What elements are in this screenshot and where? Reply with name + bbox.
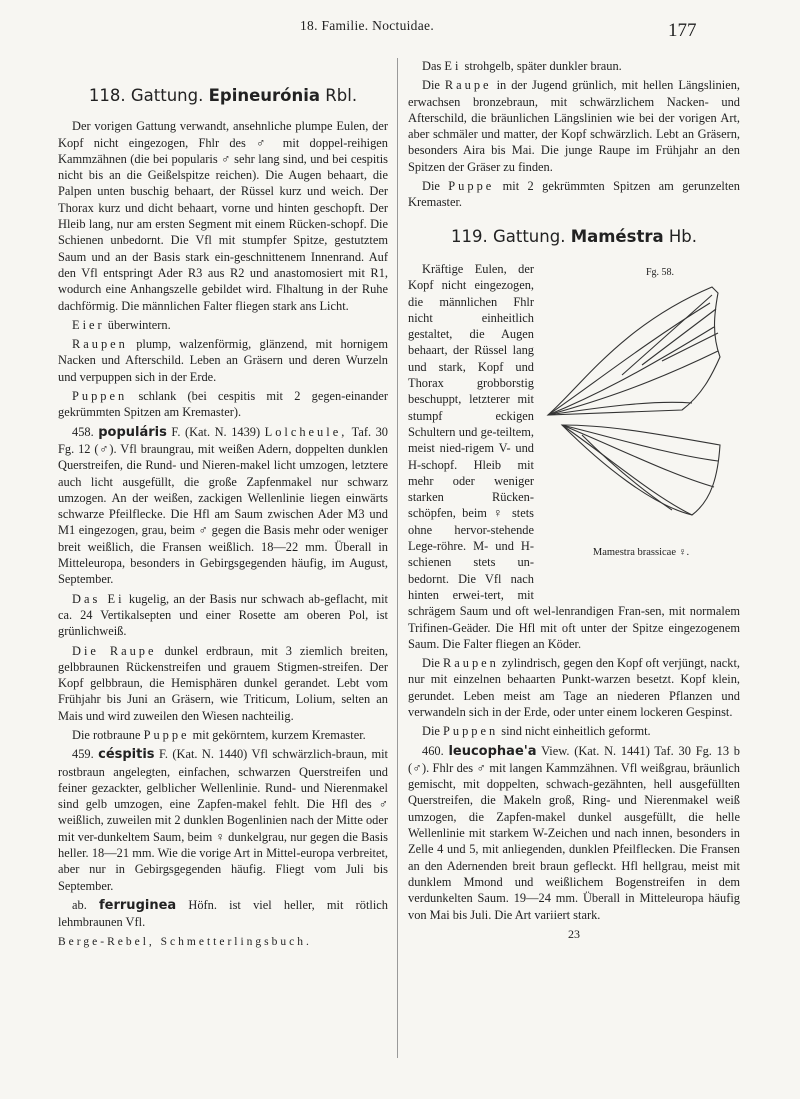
paragraph-text: Die: [422, 78, 440, 93]
pupae-119-paragraph: [408, 723, 740, 739]
paragraph-text: Die rotbraune: [72, 727, 141, 742]
wing-venation-diagram: [542, 265, 740, 545]
spaced-term: Die Raupe: [72, 643, 157, 658]
book-footer: [58, 934, 388, 950]
right-column: [408, 58, 740, 945]
genus-119-description: Kräftige Eulen, der Kopf nicht eingezogen, die männlichen Fhlr nicht einheitlich gestaltet, die Augen behaart, der Rüssel lang und stark, Kopf und Thorax grobborstig beschuppt, letzterer mit stumpf eckigen Schultern und ge-teiltem, meist nied-rigem V- und H-schopf. Hleib mit mehr oder weniger starken Rücken-schöpfen, beim ♀ stets ohne hervor-stehende Lege-röhre. M- und H-schienen stets un-bedornt. Die Vfl nach hinten erwei-tert, mit schrägem Saum und oft wel-lenrandigen Fran-sen, mit normalem Trifinen-Geäder. Die Hfl mit oft unter der Spitze eingezogenem Saum. Die Falter fliegen an Köder.: [408, 261, 740, 651]
paragraph-text: mit 2 gekrümmten Spitzen am gerunzelten Kremaster.: [408, 179, 740, 210]
paragraph-text: mit gekörntem, kurzem Kremaster.: [192, 727, 366, 742]
species-name: leucophae'a: [448, 743, 537, 759]
paragraph-text: F. (Kat. N. 1439): [171, 424, 261, 439]
spaced-term: Raupen: [443, 656, 499, 671]
paragraph-text: dunkel erdbraun, mit 3 ziemlich breiten, gelbbraunen Rückenstreifen und grauem Stigmen-streifen. Der Kopf gelbbraun, die Hemisphären dunkel gerandet. Lebt vom Frühjahr bis Juni an Gräsern, wie Triticum, Lolium, selten an Mais und wird zuweilen den Wiesen nachteilig.: [58, 643, 388, 723]
paragraph-text: Die: [422, 179, 440, 194]
species-name: céspitis: [98, 747, 155, 763]
spaced-term: Das Ei: [72, 591, 125, 606]
paragraph-text: Höfn. ist viel heller, mit rötlich lehmbraunen Vfl.: [58, 897, 388, 930]
running-head: 18. Familie. Noctuidae.: [300, 18, 434, 33]
left-column: [58, 76, 388, 953]
page-number: 177: [668, 20, 697, 41]
vein: [562, 425, 718, 461]
figure-label: Fg. 58.: [646, 266, 675, 278]
spaced-term: Puppen: [443, 724, 499, 739]
vein: [548, 351, 718, 415]
paragraph-text: Das: [422, 59, 442, 73]
species-number: 458.: [72, 424, 94, 439]
pupae-paragraph: [58, 388, 388, 421]
species-460: [408, 743, 740, 923]
spaced-term: Puppen: [72, 389, 128, 404]
egg-459-paragraph: [408, 58, 740, 74]
genus-author: Hb.: [668, 226, 697, 246]
heading-number: 118. Gattung.: [88, 86, 204, 105]
paragraph-text: ab.: [72, 897, 87, 912]
genus-118-heading: [58, 88, 388, 104]
aberration-paragraph: [58, 897, 388, 931]
aberration-name: ferruginea: [99, 897, 177, 913]
spaced-term: Puppe: [143, 727, 190, 742]
larva-458-paragraph: [58, 643, 388, 724]
paragraph-text: zylindrisch, gegen den Kopf oft verjüngt, nackt, nur mit einzelnen behaarten Punkt-warzen besetzt. Kopf klein, gerundet. Leben meist am Tage an niederen Pflanzen und verwandeln sich in der Erde, oder unter einem lockeren Gespinst.: [408, 656, 740, 719]
genus-author: Rbl.: [325, 86, 358, 105]
species-459: [58, 746, 388, 894]
egg-458-paragraph: [58, 591, 388, 640]
wing-venation-figure: [542, 265, 740, 583]
paragraph-text: in der Jugend grünlich, mit hellen Längslinien, erwachsen bronzebraun, mit schwärzlichem Nacken- und Afterschild, die bräunlichen Längslinien wie bei der vorigen Art, aber schmäler und matter, der Kopf schwärzlich. Lebt an Gräsern, besonders Aira bis Mai. Die junge Raupe im Frühjahr an den Spitzen der Gräser zu finden.: [408, 78, 740, 174]
spaced-term: Puppe: [448, 179, 495, 194]
pupa-459-paragraph: [408, 178, 740, 211]
paragraph-text: Die: [422, 656, 440, 671]
paragraph-text: sind nicht einheitlich geformt.: [501, 724, 651, 739]
spaced-term: Raupe: [444, 78, 492, 93]
larvae-119-paragraph: [408, 655, 740, 720]
larva-459-paragraph: [408, 77, 740, 175]
genus-name: Epineurónia: [208, 86, 321, 105]
paragraph-text: Taf. 30 Fg. 12 (♂). Vfl braungrau, mit weißen Adern, doppelten dunklen Querstreifen, die Rund- und Nieren-makel licht umzogen, letztere auch licht ausgefüllt, die große Zapfenmakel nur schwarz umzogen. An der weißen, zackigen Wellenlinie liegen einwärts schwarze Pfeilflecke. Die Hfl am Saum zwischen Ader M3 und M1 eingezogen, grau, beim ♂ gegen die Basis mehr oder weniger breit weißlich, die Fransen weißlich. 18—22 mm. Überall in Mitteleuropa, besonders in Gebirgsgegenden häufig, im August, September.: [58, 424, 388, 587]
signature-number: 23: [568, 926, 580, 941]
species-number: 460.: [422, 743, 444, 758]
footer-text: Berge-Rebel, Schmetterlingsbuch.: [58, 935, 312, 948]
species-name: populáris: [98, 424, 167, 440]
spaced-term: Raupen: [72, 337, 128, 352]
paragraph-text: View. (Kat. N. 1441) Taf. 30 Fg. 13 b (♂). Fhlr des ♂ mit langen Kammzähnen. Vfl weißgrau, bräunlich gemischt, mit doppelten, schwach-gezähnten, hell ausgefüllten Querstreifen, die Makeln groß, Ring- und Nierenmakel weiß umzogen, die Zapfen-makel dunkel ausgefüllt, die helle Wellenlinie mit starkem W-Zeichen und nach innen, besonders in Zelle 4 und 5, mit anliegenden, dunklen Pfeilflecken. Die Fransen an den Adernenden breit braun gefleckt. Hfl hellgrau, meist mit dunklem Mmond und weißlichem Bogenstreifen in dem verdunkelten Saum. 19—24 mm. Überall in Mitteleuropa häufig von Mai bis Juli. Die Art variiert stark.: [408, 743, 740, 922]
paragraph-text: kugelig, an der Basis nur schwach ab-geflacht, mit ca. 24 Vertikalsepten und einer Rosette am oberen Pol, ist grünlichweiß.: [58, 591, 388, 639]
spaced-term: Ei: [444, 59, 462, 73]
figure-caption: Mamestra brassicae ♀.: [592, 546, 690, 558]
heading-number: 119. Gattung.: [450, 226, 566, 246]
pupa-458-paragraph: [58, 727, 388, 743]
genus-119-heading: [408, 226, 740, 246]
paragraph-text: strohgelb, später dunkler braun.: [464, 59, 622, 73]
vein: [562, 425, 692, 515]
vein: [562, 425, 714, 487]
species-458: [58, 424, 388, 588]
vein: [548, 327, 714, 415]
paragraph-text: plump, walzenförmig, glänzend, mit hornigem Nacken und Afterschild. Leben an Gräsern und deren Wurzeln und verpuppen sich in der Erde.: [58, 337, 388, 384]
vein: [548, 303, 710, 415]
forewing-outline: [548, 287, 720, 415]
spaced-term: Eier: [72, 317, 105, 332]
species-number: 459.: [72, 747, 94, 762]
common-name: Lolcheule,: [264, 424, 348, 439]
larvae-paragraph: [58, 336, 388, 385]
genus-name: Maméstra: [570, 226, 664, 246]
paragraph-text: schlank (bei cespitis mit 2 gegen-einander gekrümmten Spitzen am Kremaster).: [58, 389, 388, 420]
paragraph-text: F. (Kat. N. 1440) Vfl schwärzlich-braun, mit rostbraun angelegten, einfachen, schwarzen Querstreifen und feiner gezackter, gelblicher Wellenlinie. Rund- und Nierenmakel sind gelb umzogen, eine Zapfen-makel fehlt. Die Hfl des ♂ weißlich, zuweilen mit 2 dunklen Bogenlinien nach der Mitte oder mit ver-dunkeltem Saum, beim ♀ dunkelgrau, nur gegen die Basis heller. 18—21 mm. Wie die vorige Art in Mittel-europa verbreitet, aber nur in Gebirgsgegenden häufig. Fliegt vom Juli bis September.: [58, 747, 388, 893]
genus-description: Der vorigen Gattung verwandt, ansehnliche plumpe Eulen, der Kopf nicht eingezogen, Fhlr des ♂ mit doppel-reihigen Kammzähnen (die bei popularis ♂ sehr lang sind, und bei cespitis nicht bis an die Geißelspitze reichen). Die Augen behaart, die Palpen unten buschig behaart, der Rüssel kurz und weich. Der Thorax kurz und dicht behaart, vorne und hinten geschopft. Der Hleib lang, nur am ersten Segment mit einem Rücken-schopf. Die Schienen unbedornt. Die Vfl mit stumpfer Spitze, gestutztem Saum und an der Basis stark ein-geschnittenem Innenrand. Auf den Vfl entspringt Ader R3 aus R2 und anastomosiert mit R1, wodurch eine Anhangszelle gebildet wird. Flhaltung in der Ruhe dachförmig. Die männlichen Falter fliegen stark ans Licht.: [58, 119, 388, 313]
column-divider: [397, 58, 398, 1058]
paragraph-text: Die: [422, 724, 440, 739]
eggs-paragraph: [58, 317, 388, 333]
paragraph-text: überwintern.: [107, 317, 171, 332]
